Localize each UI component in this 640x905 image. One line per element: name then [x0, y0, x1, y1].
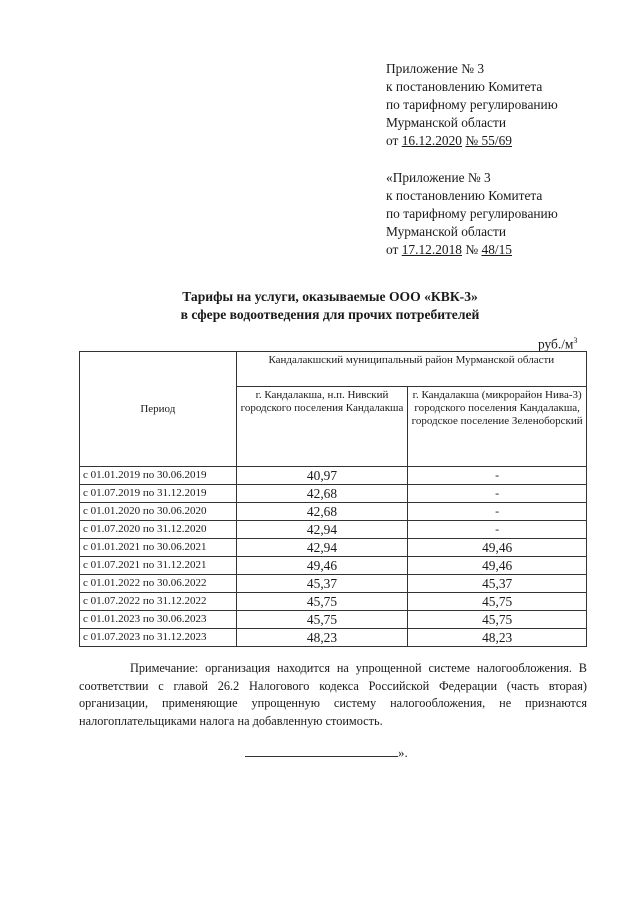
document-title	[0, 288, 640, 324]
column-header-niva3: г. Кандалакша (микрорайон Нива-3) городского поселения Кандалакша, городское поселение Зеленоборский	[408, 387, 587, 467]
period-cell: с 01.01.2023 по 30.06.2023	[80, 611, 237, 629]
tariff-niva3-cell: -	[408, 485, 587, 503]
date-prefix: от	[386, 242, 399, 257]
header-line: Приложение № 3	[386, 61, 485, 76]
previous-resolution-date: 17.12.2018	[401, 242, 462, 257]
table-row	[80, 503, 587, 521]
date-prefix: от	[386, 133, 399, 148]
tariff-nivsky-cell: 45,75	[236, 611, 408, 629]
header-line: к постановлению Комитета	[386, 79, 543, 94]
table-row	[80, 467, 587, 485]
period-cell: с 01.07.2023 по 31.12.2023	[80, 629, 237, 647]
tariff-niva3-cell: 45,75	[408, 611, 587, 629]
table-row	[80, 485, 587, 503]
resolution-date: 16.12.2020	[401, 133, 462, 148]
tax-note: Примечание: организация находится на упрощенной системе налогообложения. В соответствии с главой 26.2 Налогового кодекса Российской Федерации (часть вторая) организации, применяющие упрощенную систему налогообложения, не признаются налогоплательщиками налога на добавленную стоимость.	[79, 661, 587, 728]
header-line: к постановлению Комитета	[386, 188, 543, 203]
period-cell: с 01.07.2020 по 31.12.2020	[80, 521, 237, 539]
header-date-line	[386, 132, 558, 150]
signature-line	[245, 744, 398, 757]
period-cell: с 01.01.2019 по 30.06.2019	[80, 467, 237, 485]
period-cell: с 01.01.2021 по 30.06.2021	[80, 539, 237, 557]
tariff-niva3-cell: 45,37	[408, 575, 587, 593]
tariff-nivsky-cell: 48,23	[236, 629, 408, 647]
period-cell: с 01.07.2021 по 31.12.2021	[80, 557, 237, 575]
tariff-nivsky-cell: 42,94	[236, 539, 408, 557]
period-cell: с 01.07.2019 по 31.12.2019	[80, 485, 237, 503]
column-header-nivsky: г. Кандалакша, н.п. Нивский городского поселения Кандалакша	[236, 387, 408, 467]
tariff-niva3-cell: 45,75	[408, 593, 587, 611]
appendix-header	[386, 60, 558, 259]
previous-resolution-number: 48/15	[481, 242, 513, 257]
tariff-nivsky-cell: 42,94	[236, 521, 408, 539]
title-line-1: Тарифы на услуги, оказываемые ООО «КВК-3»	[182, 289, 478, 304]
municipality-header: Кандалакшский муниципальный район Мурманской области	[236, 352, 586, 387]
table-row	[80, 611, 587, 629]
tariff-nivsky-cell: 45,75	[236, 593, 408, 611]
closing-line	[245, 744, 408, 761]
period-header: Период	[80, 352, 237, 467]
tariff-niva3-cell: -	[408, 521, 587, 539]
tariff-nivsky-cell: 42,68	[236, 503, 408, 521]
tariff-niva3-cell: -	[408, 503, 587, 521]
unit-text: руб./м	[538, 336, 574, 352]
table-row	[80, 593, 587, 611]
tariff-nivsky-cell: 42,68	[236, 485, 408, 503]
closing-mark: ».	[398, 745, 408, 760]
table-row	[80, 521, 587, 539]
table-row	[80, 575, 587, 593]
tariff-nivsky-cell: 45,37	[236, 575, 408, 593]
header-line: Мурманской области	[386, 224, 506, 239]
header-line: «Приложение № 3	[386, 170, 491, 185]
table-row	[80, 629, 587, 647]
header-line: по тарифному регулированию	[386, 206, 558, 221]
tariff-niva3-cell: 49,46	[408, 557, 587, 575]
title-line-2: в сфере водоотведения для прочих потребителей	[180, 307, 480, 322]
tariff-nivsky-cell: 49,46	[236, 557, 408, 575]
period-cell: с 01.07.2022 по 31.12.2022	[80, 593, 237, 611]
tariff-niva3-cell: 48,23	[408, 629, 587, 647]
header-line: Мурманской области	[386, 115, 506, 130]
period-cell: с 01.01.2022 по 30.06.2022	[80, 575, 237, 593]
tariff-niva3-cell: 49,46	[408, 539, 587, 557]
period-cell: с 01.01.2020 по 30.06.2020	[80, 503, 237, 521]
tariff-nivsky-cell: 40,97	[236, 467, 408, 485]
unit-label	[538, 336, 577, 352]
header-line: по тарифному регулированию	[386, 97, 558, 112]
header-date-line	[386, 241, 558, 259]
number-sign: №	[465, 242, 479, 257]
unit-superscript: 3	[573, 336, 578, 345]
table-row	[80, 557, 587, 575]
tariff-niva3-cell: -	[408, 467, 587, 485]
table-row	[80, 539, 587, 557]
tariff-table	[79, 351, 587, 647]
resolution-number: № 55/69	[465, 133, 512, 148]
